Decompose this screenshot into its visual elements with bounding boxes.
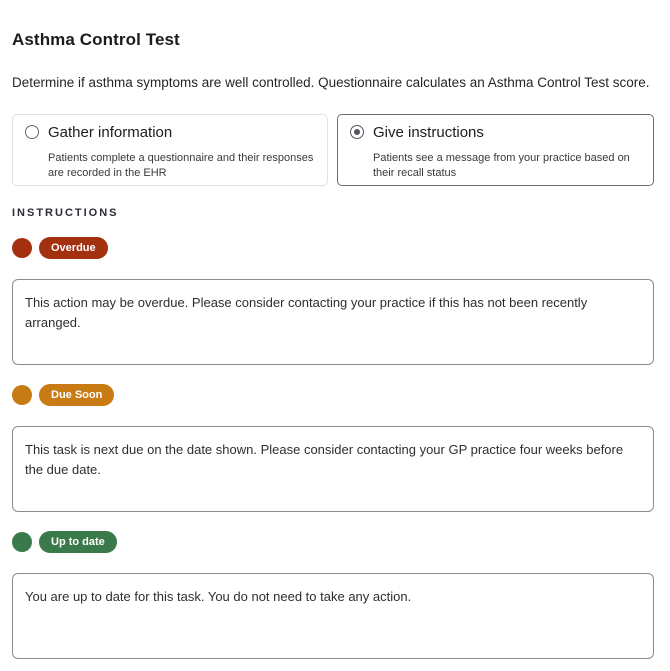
radio-gather-information[interactable] xyxy=(25,125,39,139)
option-gather-information[interactable] xyxy=(12,114,328,186)
page-description: Determine if asthma symptoms are well controlled. Questionnaire calculates an Asthma Control Test score. xyxy=(12,75,650,90)
page-title: Asthma Control Test xyxy=(12,30,180,49)
option-description: Patients see a message from your practice based on their recall status xyxy=(373,152,630,179)
status-badge-due-soon: Due Soon xyxy=(39,384,114,406)
instructions-section-label: INSTRUCTIONS xyxy=(12,207,119,219)
due-soon-message-field[interactable]: This task is next due on the date shown. Please consider contacting your GP practice four weeks before the due date. xyxy=(12,426,654,512)
option-label: Gather information xyxy=(48,124,173,141)
option-label: Give instructions xyxy=(373,124,484,141)
status-badge-up-to-date: Up to date xyxy=(39,531,117,553)
status-badge-overdue: Overdue xyxy=(39,237,108,259)
overdue-message-field[interactable]: This action may be overdue. Please consider contacting your practice if this has not been recently arranged. xyxy=(12,279,654,365)
status-dot-overdue xyxy=(12,238,32,258)
radio-give-instructions[interactable] xyxy=(350,125,364,139)
status-dot-up-to-date xyxy=(12,532,32,552)
option-description: Patients complete a questionnaire and their responses are recorded in the EHR xyxy=(48,152,314,179)
status-dot-due-soon xyxy=(12,385,32,405)
option-give-instructions[interactable] xyxy=(337,114,654,186)
up-to-date-message-field[interactable]: You are up to date for this task. You do not need to take any action. xyxy=(12,573,654,659)
